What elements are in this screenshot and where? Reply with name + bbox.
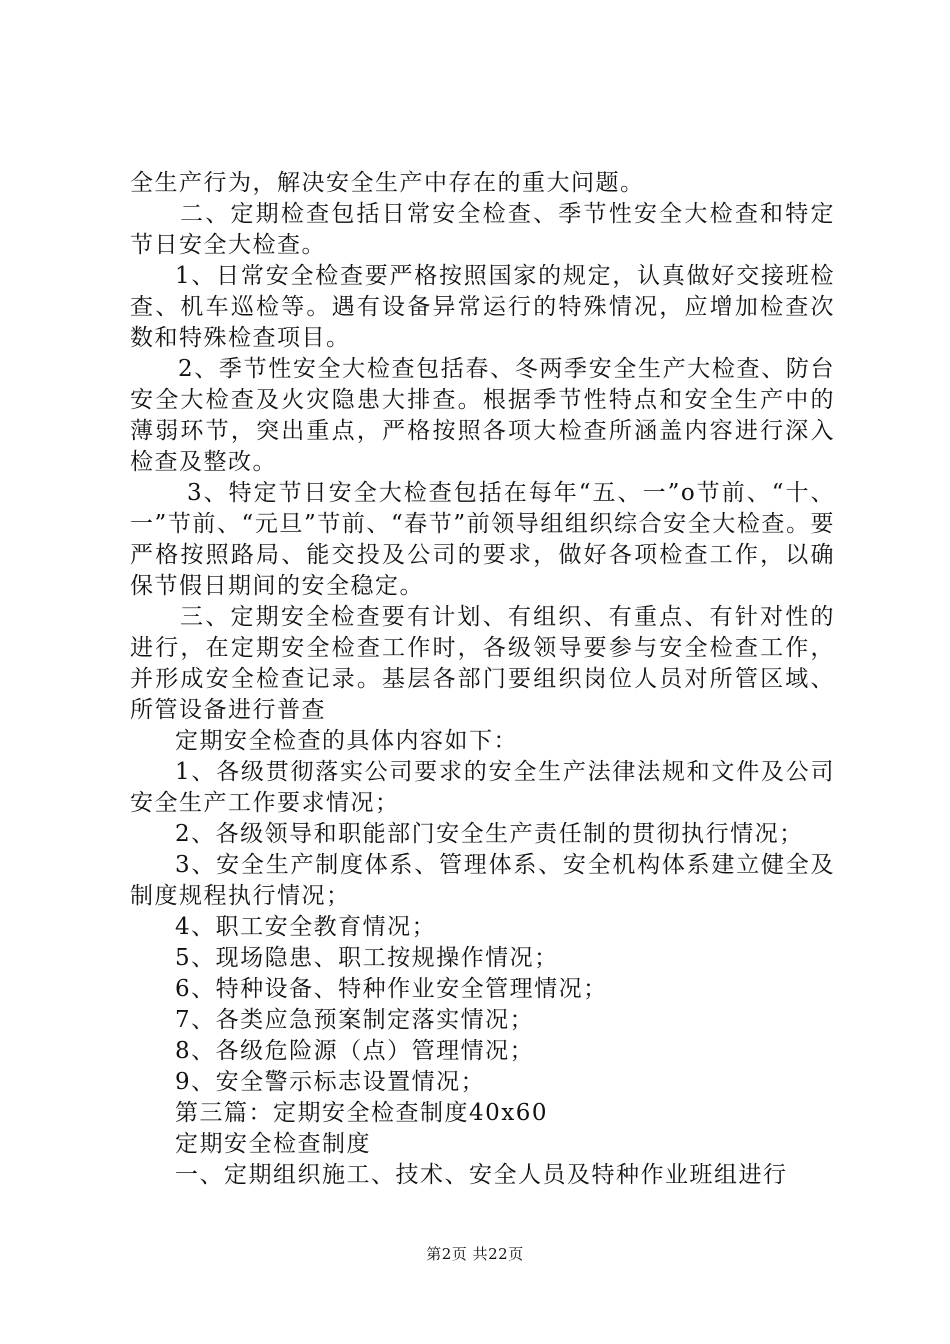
list-item-4: 4、职工安全教育情况；	[175, 914, 437, 940]
document-body	[130, 168, 835, 1191]
paragraph-continuation: 全生产行为，解决安全生产中存在的重大问题。	[130, 170, 645, 196]
list-item-5: 5、现场隐患、职工按规操作情况；	[175, 945, 559, 971]
paragraph-section-two: 二、定期检查包括日常安全检查、季节性安全大检查和特定节日安全大检查。	[130, 201, 835, 258]
paragraph-item-3-holiday: 3、特定节日安全大检查包括在每年“五、一”o节前、“十、一”节前、“元旦”节前、“春节”前领导组组织综合安全大检查。要严格按照路局、能交投及公司的要求，做好各项检查工作，以确保节假日期间的安全稳定。	[130, 480, 835, 599]
list-item-1: 1、各级贯彻落实公司要求的安全生产法律法规和文件及公司安全生产工作要求情况；	[130, 759, 835, 816]
paragraph-rule-one: 一、定期组织施工、技术、安全人员及特种作业班组进行	[175, 1162, 788, 1188]
list-item-3: 3、安全生产制度体系、管理体系、安全机构体系建立健全及制度规程执行情况；	[130, 852, 835, 909]
paragraph-item-1-daily: 1、日常安全检查要严格按照国家的规定，认真做好交接班检查、机车巡检等。遇有设备异常运行的特殊情况，应增加检查次数和特殊检查项目。	[130, 263, 835, 351]
list-item-8: 8、各级危险源（点）管理情况；	[175, 1038, 535, 1064]
paragraph-section-three: 三、定期安全检查要有计划、有组织、有重点、有针对性的进行，在定期安全检查工作时，各级领导要参与安全检查工作，并形成安全检查记录。基层各部门要组织岗位人员对所管区域、所管设备进行普查	[130, 604, 835, 723]
list-item-7: 7、各类应急预案制定落实情况；	[175, 1007, 535, 1033]
list-item-9: 9、安全警示标志设置情况；	[175, 1069, 486, 1095]
page-footer: 第2页 共22页	[426, 1245, 524, 1263]
list-item-2: 2、各级领导和职能部门安全生产责任制的贯彻执行情况；	[175, 821, 804, 847]
chapter-heading: 第三篇：定期安全检查制度40x60	[175, 1100, 549, 1126]
section-title: 定期安全检查制度	[175, 1131, 371, 1157]
list-item-6: 6、特种设备、特种作业安全管理情况；	[175, 976, 608, 1002]
paragraph-content-intro: 定期安全检查的具体内容如下：	[175, 728, 518, 754]
paragraph-item-2-seasonal: 2、季节性安全大检查包括春、冬两季安全生产大检查、防台安全大检查及火灾隐患大排查。根据季节性特点和安全生产中的薄弱环节，突出重点，严格按照各项大检查所涵盖内容进行深入检查及整改。	[130, 356, 835, 475]
